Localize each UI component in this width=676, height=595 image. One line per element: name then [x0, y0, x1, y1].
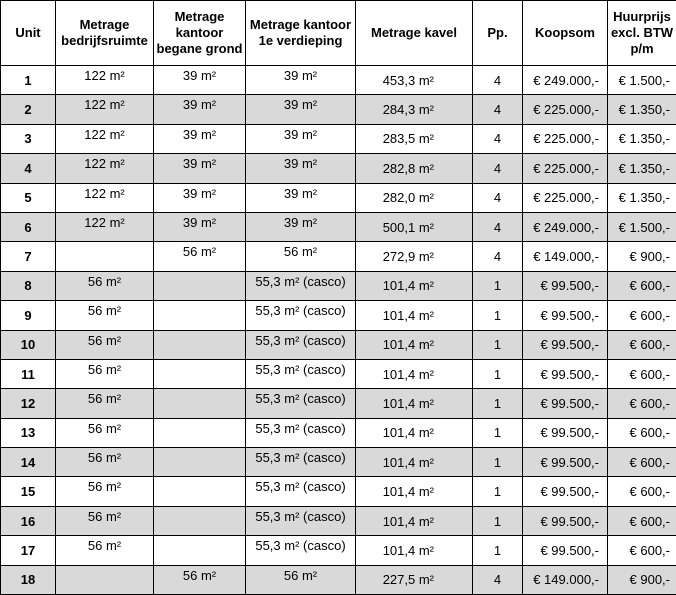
table-row: [1, 66, 676, 95]
cell-bedrijfsruimte: [56, 242, 154, 271]
cell-kantoor-begane-grond: [154, 389, 246, 418]
cell-bedrijfsruimte: 56 m²: [56, 359, 154, 388]
cell-huurprijs: € 1.350,-: [608, 95, 676, 124]
cell-kantoor-begane-grond: [154, 536, 246, 565]
cell-kantoor-1e-verdieping: 39 m²: [246, 183, 356, 212]
cell-pp: 1: [473, 389, 523, 418]
cell-bedrijfsruimte: 122 m²: [56, 212, 154, 241]
header-koopsom: Koopsom: [523, 1, 608, 66]
cell-kavel: 453,3 m²: [356, 66, 473, 95]
table-row: [1, 154, 676, 183]
cell-unit: 8: [1, 271, 56, 300]
cell-kantoor-begane-grond: [154, 301, 246, 330]
cell-unit: 7: [1, 242, 56, 271]
cell-bedrijfsruimte: 122 m²: [56, 95, 154, 124]
table-row: [1, 95, 676, 124]
cell-huurprijs: € 600,-: [608, 418, 676, 447]
cell-unit: 5: [1, 183, 56, 212]
cell-pp: 4: [473, 565, 523, 594]
cell-huurprijs: € 1.500,-: [608, 212, 676, 241]
cell-kavel: 272,9 m²: [356, 242, 473, 271]
cell-kavel: 101,4 m²: [356, 418, 473, 447]
cell-kantoor-begane-grond: 39 m²: [154, 212, 246, 241]
cell-kantoor-1e-verdieping: 55,3 m² (casco): [246, 359, 356, 388]
cell-unit: 11: [1, 359, 56, 388]
cell-kantoor-1e-verdieping: 55,3 m² (casco): [246, 271, 356, 300]
table-row: [1, 301, 676, 330]
cell-pp: 4: [473, 124, 523, 153]
cell-koopsom: € 149.000,-: [523, 242, 608, 271]
cell-kavel: 101,4 m²: [356, 536, 473, 565]
cell-kantoor-begane-grond: 56 m²: [154, 242, 246, 271]
cell-unit: 16: [1, 506, 56, 535]
cell-pp: 1: [473, 330, 523, 359]
cell-kantoor-begane-grond: 56 m²: [154, 565, 246, 594]
cell-huurprijs: € 600,-: [608, 359, 676, 388]
cell-kavel: 282,0 m²: [356, 183, 473, 212]
cell-unit: 14: [1, 448, 56, 477]
cell-huurprijs: € 600,-: [608, 536, 676, 565]
table-row: [1, 212, 676, 241]
table-row: [1, 477, 676, 506]
cell-koopsom: € 99.500,-: [523, 536, 608, 565]
cell-kantoor-1e-verdieping: 55,3 m² (casco): [246, 389, 356, 418]
cell-huurprijs: € 1.350,-: [608, 183, 676, 212]
cell-kavel: 101,4 m²: [356, 477, 473, 506]
table-row: [1, 271, 676, 300]
header-kantoor-begane-grond: Metrage kantoor begane grond: [154, 1, 246, 66]
cell-pp: 4: [473, 66, 523, 95]
cell-kantoor-begane-grond: [154, 506, 246, 535]
cell-huurprijs: € 1.350,-: [608, 124, 676, 153]
cell-unit: 3: [1, 124, 56, 153]
cell-huurprijs: € 900,-: [608, 242, 676, 271]
cell-kantoor-1e-verdieping: 55,3 m² (casco): [246, 506, 356, 535]
cell-unit: 4: [1, 154, 56, 183]
table-row: [1, 183, 676, 212]
cell-kantoor-begane-grond: 39 m²: [154, 183, 246, 212]
cell-bedrijfsruimte: 56 m²: [56, 477, 154, 506]
cell-kantoor-begane-grond: [154, 330, 246, 359]
cell-bedrijfsruimte: 56 m²: [56, 301, 154, 330]
table-row: [1, 242, 676, 271]
cell-kantoor-1e-verdieping: 55,3 m² (casco): [246, 477, 356, 506]
cell-pp: 1: [473, 506, 523, 535]
cell-bedrijfsruimte: 56 m²: [56, 389, 154, 418]
cell-unit: 2: [1, 95, 56, 124]
cell-kavel: 284,3 m²: [356, 95, 473, 124]
cell-pp: 1: [473, 271, 523, 300]
cell-pp: 4: [473, 154, 523, 183]
cell-kavel: 101,4 m²: [356, 506, 473, 535]
cell-pp: 1: [473, 448, 523, 477]
cell-bedrijfsruimte: 56 m²: [56, 536, 154, 565]
cell-bedrijfsruimte: 56 m²: [56, 330, 154, 359]
cell-kavel: 101,4 m²: [356, 271, 473, 300]
cell-pp: 1: [473, 477, 523, 506]
table-row: [1, 448, 676, 477]
cell-kantoor-1e-verdieping: 55,3 m² (casco): [246, 301, 356, 330]
cell-unit: 13: [1, 418, 56, 447]
cell-koopsom: € 99.500,-: [523, 477, 608, 506]
cell-pp: 4: [473, 95, 523, 124]
table-row: [1, 565, 676, 594]
header-kantoor-1e-verdieping: Metrage kantoor 1e verdieping: [246, 1, 356, 66]
cell-kantoor-1e-verdieping: 39 m²: [246, 66, 356, 95]
cell-kavel: 500,1 m²: [356, 212, 473, 241]
cell-bedrijfsruimte: 56 m²: [56, 418, 154, 447]
header-huurprijs: Huurprijs excl. BTW p/m: [608, 1, 676, 66]
cell-pp: 4: [473, 183, 523, 212]
cell-bedrijfsruimte: [56, 565, 154, 594]
cell-kantoor-1e-verdieping: 56 m²: [246, 565, 356, 594]
cell-kantoor-begane-grond: [154, 448, 246, 477]
table-row: [1, 359, 676, 388]
cell-pp: 1: [473, 536, 523, 565]
cell-kantoor-1e-verdieping: 39 m²: [246, 95, 356, 124]
cell-huurprijs: € 600,-: [608, 477, 676, 506]
cell-huurprijs: € 900,-: [608, 565, 676, 594]
cell-kavel: 101,4 m²: [356, 301, 473, 330]
cell-pp: 1: [473, 359, 523, 388]
cell-bedrijfsruimte: 122 m²: [56, 66, 154, 95]
cell-koopsom: € 99.500,-: [523, 418, 608, 447]
cell-kantoor-1e-verdieping: 39 m²: [246, 124, 356, 153]
cell-unit: 12: [1, 389, 56, 418]
cell-huurprijs: € 600,-: [608, 301, 676, 330]
cell-kavel: 282,8 m²: [356, 154, 473, 183]
cell-unit: 10: [1, 330, 56, 359]
cell-kantoor-1e-verdieping: 56 m²: [246, 242, 356, 271]
cell-kantoor-begane-grond: [154, 359, 246, 388]
cell-bedrijfsruimte: 122 m²: [56, 124, 154, 153]
cell-huurprijs: € 600,-: [608, 448, 676, 477]
cell-bedrijfsruimte: 56 m²: [56, 448, 154, 477]
cell-kantoor-begane-grond: [154, 418, 246, 447]
cell-kantoor-begane-grond: 39 m²: [154, 124, 246, 153]
cell-kavel: 101,4 m²: [356, 389, 473, 418]
cell-unit: 1: [1, 66, 56, 95]
cell-kantoor-1e-verdieping: 39 m²: [246, 212, 356, 241]
cell-kantoor-begane-grond: 39 m²: [154, 95, 246, 124]
cell-kantoor-1e-verdieping: 55,3 m² (casco): [246, 330, 356, 359]
cell-bedrijfsruimte: 56 m²: [56, 271, 154, 300]
cell-koopsom: € 225.000,-: [523, 154, 608, 183]
cell-koopsom: € 99.500,-: [523, 271, 608, 300]
cell-huurprijs: € 1.500,-: [608, 66, 676, 95]
cell-kavel: 101,4 m²: [356, 330, 473, 359]
cell-pp: 1: [473, 301, 523, 330]
cell-huurprijs: € 600,-: [608, 271, 676, 300]
cell-koopsom: € 225.000,-: [523, 95, 608, 124]
cell-koopsom: € 149.000,-: [523, 565, 608, 594]
table-row: [1, 124, 676, 153]
cell-kantoor-begane-grond: [154, 477, 246, 506]
cell-koopsom: € 225.000,-: [523, 183, 608, 212]
cell-kantoor-begane-grond: 39 m²: [154, 66, 246, 95]
cell-koopsom: € 249.000,-: [523, 212, 608, 241]
table-row: [1, 389, 676, 418]
cell-koopsom: € 99.500,-: [523, 359, 608, 388]
header-row: [1, 1, 676, 66]
cell-kantoor-1e-verdieping: 55,3 m² (casco): [246, 536, 356, 565]
cell-pp: 4: [473, 242, 523, 271]
cell-huurprijs: € 1.350,-: [608, 154, 676, 183]
cell-unit: 9: [1, 301, 56, 330]
cell-koopsom: € 99.500,-: [523, 506, 608, 535]
table-row: [1, 330, 676, 359]
cell-koopsom: € 99.500,-: [523, 301, 608, 330]
table-row: [1, 536, 676, 565]
cell-bedrijfsruimte: 122 m²: [56, 154, 154, 183]
header-bedrijfsruimte: Metrage bedrijfsruimte: [56, 1, 154, 66]
header-unit: Unit: [1, 1, 56, 66]
header-pp: Pp.: [473, 1, 523, 66]
cell-kantoor-begane-grond: [154, 271, 246, 300]
cell-kantoor-1e-verdieping: 39 m²: [246, 154, 356, 183]
cell-kavel: 227,5 m²: [356, 565, 473, 594]
cell-bedrijfsruimte: 56 m²: [56, 506, 154, 535]
cell-huurprijs: € 600,-: [608, 389, 676, 418]
cell-huurprijs: € 600,-: [608, 330, 676, 359]
cell-pp: 4: [473, 212, 523, 241]
cell-kantoor-1e-verdieping: 55,3 m² (casco): [246, 448, 356, 477]
table-row: [1, 418, 676, 447]
cell-koopsom: € 225.000,-: [523, 124, 608, 153]
cell-koopsom: € 99.500,-: [523, 448, 608, 477]
cell-kavel: 101,4 m²: [356, 359, 473, 388]
cell-koopsom: € 249.000,-: [523, 66, 608, 95]
cell-kavel: 101,4 m²: [356, 448, 473, 477]
cell-koopsom: € 99.500,-: [523, 330, 608, 359]
cell-pp: 1: [473, 418, 523, 447]
cell-unit: 6: [1, 212, 56, 241]
cell-kantoor-1e-verdieping: 55,3 m² (casco): [246, 418, 356, 447]
cell-unit: 15: [1, 477, 56, 506]
cell-unit: 18: [1, 565, 56, 594]
cell-unit: 17: [1, 536, 56, 565]
header-kavel: Metrage kavel: [356, 1, 473, 66]
table-row: [1, 506, 676, 535]
cell-kantoor-begane-grond: 39 m²: [154, 154, 246, 183]
cell-koopsom: € 99.500,-: [523, 389, 608, 418]
cell-kavel: 283,5 m²: [356, 124, 473, 153]
cell-bedrijfsruimte: 122 m²: [56, 183, 154, 212]
cell-huurprijs: € 600,-: [608, 506, 676, 535]
